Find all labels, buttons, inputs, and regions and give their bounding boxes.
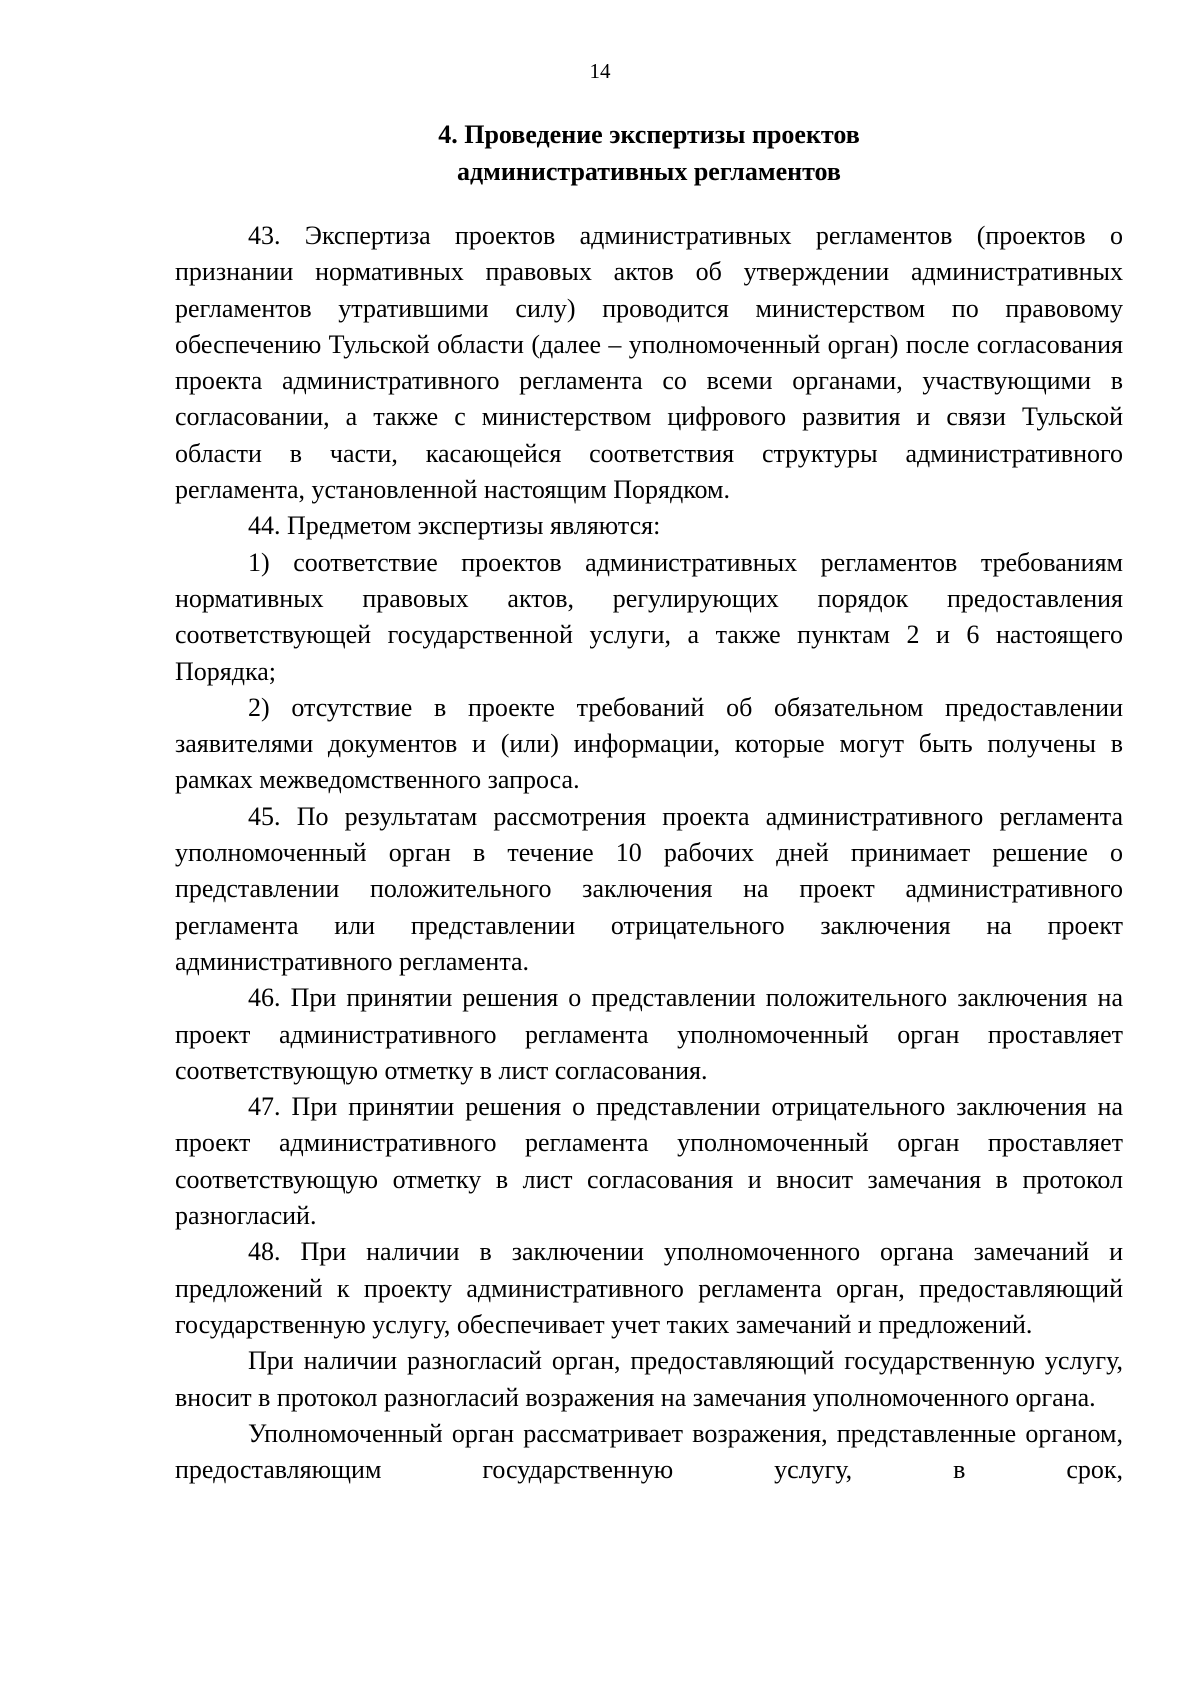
section-heading-line-2: административных регламентов bbox=[457, 157, 841, 186]
paragraph-44-item-2: 2) отсутствие в проекте требований об обязательном предоставлении заявителями документов и (или) информации, которые могут быть получены в рамках межведомственного запроса. bbox=[175, 692, 1123, 795]
paragraph-disagreements: При наличии разногласий орган, предоставляющий государственную услугу, вносит в протокол разногласий возражения на замечания уполномоченного органа. bbox=[175, 1346, 1123, 1412]
paragraph-44-item-1: 1) соответствие проектов административных регламентов требованиям нормативных правовых актов, регулирующих порядок предоставления соответствующей государственной услуги, а также пунктам 2 и 6 настоящего Порядка; bbox=[175, 547, 1123, 686]
paragraph-46: 46. При принятии решения о представлении положительного заключения на проект административного регламента уполномоченный орган проставляет соответствующую отметку в лист согласования. bbox=[175, 983, 1123, 1085]
section-heading bbox=[175, 116, 1123, 190]
paragraph-44: 44. Предметом экспертизы являются: bbox=[248, 511, 661, 541]
paragraph-objections-review: Уполномоченный орган рассматривает возражения, представленные органом, предоставляющим государственную услугу, в срок, bbox=[175, 1418, 1123, 1485]
paragraph-43: 43. Экспертиза проектов административных регламентов (проектов о признании нормативных правовых актов об утверждении административных регламентов утратившими силу) проводится министерством по правовому обеспечению Тульской области (далее – уполномоченный орган) после согласования проекта административного регламента со всеми органами, участвующими в согласовании, а также с министерством цифрового развития и связи Тульской области в части, касающейся соответствия структуры административного регламента, установленной настоящим Порядком. bbox=[175, 221, 1123, 505]
paragraph-45: 45. По результатам рассмотрения проекта административного регламента уполномоченный орган в течение 10 рабочих дней принимает решение о представлении положительного заключения на проект административного регламента или представлении отрицательного заключения на проект административного регламента. bbox=[175, 801, 1123, 976]
section-heading-line-1: 4. Проведение экспертизы проектов bbox=[438, 120, 860, 149]
paragraph-48: 48. При наличии в заключении уполномоченного органа замечаний и предложений к проекту административного регламента орган, предоставляющий государственную услугу, обеспечивает учет таких замечаний и предложений. bbox=[175, 1237, 1123, 1339]
body-text bbox=[175, 218, 1123, 1488]
paragraph-47: 47. При принятии решения о представлении отрицательного заключения на проект административного регламента уполномоченный орган проставляет соответствующую отметку в лист согласования и вносит замечания в протокол разногласий. bbox=[175, 1092, 1123, 1231]
page-number: 14 bbox=[589, 59, 611, 83]
